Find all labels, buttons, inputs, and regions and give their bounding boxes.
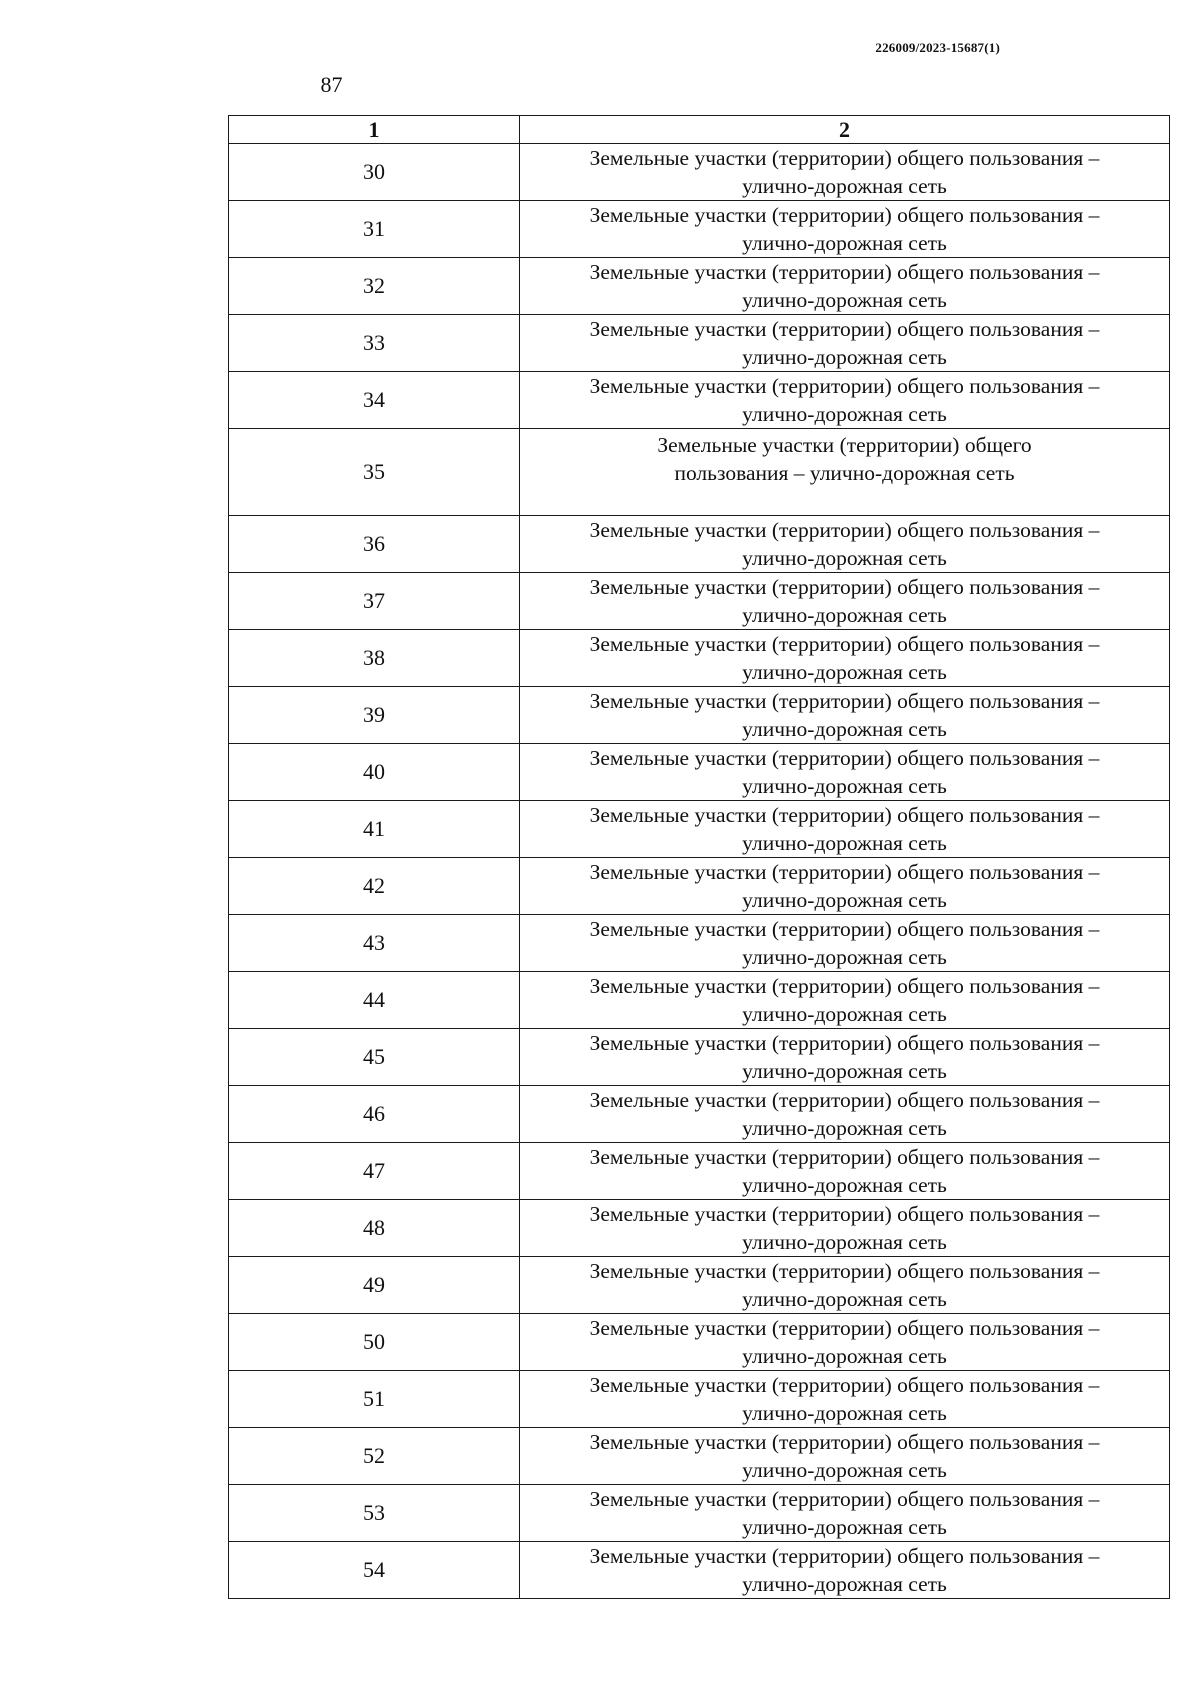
description-line: улично-дорожная сеть xyxy=(742,345,947,369)
table-row xyxy=(229,201,1170,258)
description-line: улично-дорожная сеть xyxy=(742,888,947,912)
description-line: улично-дорожная сеть xyxy=(742,288,947,312)
row-description-cell xyxy=(520,801,1170,858)
description-line: Земельные участки (территории) общего пользования – xyxy=(589,374,1100,398)
row-description-cell xyxy=(520,1257,1170,1314)
table-row xyxy=(229,1200,1170,1257)
description-line: Земельные участки (территории) общего пользования – xyxy=(589,1259,1100,1283)
description-line: улично-дорожная сеть xyxy=(742,945,947,969)
table-row xyxy=(229,1371,1170,1428)
table-row xyxy=(229,744,1170,801)
description-line: улично-дорожная сеть xyxy=(742,546,947,570)
row-number-cell: 36 xyxy=(229,516,520,573)
table-row xyxy=(229,1314,1170,1371)
row-description-cell xyxy=(520,516,1170,573)
document-id: 226009/2023-15687(1) xyxy=(875,40,1000,55)
row-number-cell: 44 xyxy=(229,972,520,1029)
row-description-cell xyxy=(520,315,1170,372)
description-line: улично-дорожная сеть xyxy=(742,1002,947,1026)
row-description-cell xyxy=(520,1542,1170,1599)
row-description-cell xyxy=(520,429,1170,516)
row-description-cell xyxy=(520,1428,1170,1485)
row-description-cell xyxy=(520,858,1170,915)
description-line: улично-дорожная сеть xyxy=(742,174,947,198)
description-line: улично-дорожная сеть xyxy=(742,1344,947,1368)
table-row xyxy=(229,144,1170,201)
description-line: Земельные участки (территории) общего пользования – xyxy=(589,974,1100,998)
description-line: улично-дорожная сеть xyxy=(742,1401,947,1425)
description-line: Земельные участки (территории) общего пользования – xyxy=(589,518,1100,542)
description-line: Земельные участки (территории) общего пользования – xyxy=(589,689,1100,713)
row-description-cell xyxy=(520,744,1170,801)
row-number-cell: 34 xyxy=(229,372,520,429)
table-row xyxy=(229,573,1170,630)
row-number-cell: 51 xyxy=(229,1371,520,1428)
row-number-cell: 54 xyxy=(229,1542,520,1599)
description-line: улично-дорожная сеть xyxy=(742,1287,947,1311)
description-line: улично-дорожная сеть xyxy=(742,1230,947,1254)
row-number-cell: 45 xyxy=(229,1029,520,1086)
row-description-cell xyxy=(520,372,1170,429)
description-line: Земельные участки (территории) общего пользования – xyxy=(589,1487,1100,1511)
description-line: Земельные участки (территории) общего пользования – xyxy=(589,803,1100,827)
description-line: Земельные участки (территории) общего пользования – xyxy=(589,1145,1100,1169)
row-number-cell: 46 xyxy=(229,1086,520,1143)
row-number-cell: 37 xyxy=(229,573,520,630)
row-number-cell: 32 xyxy=(229,258,520,315)
description-line: Земельные участки (территории) общего пользования – xyxy=(589,1430,1100,1454)
table-row xyxy=(229,972,1170,1029)
description-line: Земельные участки (территории) общего пользования – xyxy=(589,917,1100,941)
row-number-cell: 35 xyxy=(229,429,520,516)
description-line: улично-дорожная сеть xyxy=(742,1572,947,1596)
description-line: Земельные участки (территории) общего пользования – xyxy=(589,1202,1100,1226)
description-line: Земельные участки (территории) общего пользования – xyxy=(589,203,1100,227)
row-description-cell xyxy=(520,687,1170,744)
description-line: Земельные участки (территории) общего пользования – xyxy=(589,860,1100,884)
row-description-cell xyxy=(520,1371,1170,1428)
row-description-cell xyxy=(520,1029,1170,1086)
row-number-cell: 30 xyxy=(229,144,520,201)
description-line: улично-дорожная сеть xyxy=(742,1059,947,1083)
description-line: улично-дорожная сеть xyxy=(742,402,947,426)
description-line: Земельные участки (территории) общего пользования – xyxy=(589,1031,1100,1055)
table-row xyxy=(229,1485,1170,1542)
description-line: Земельные участки (территории) общего пользования – xyxy=(589,575,1100,599)
table-row xyxy=(229,516,1170,573)
land-plots-table xyxy=(228,115,1170,1599)
description-line: улично-дорожная сеть xyxy=(742,717,947,741)
row-number-cell: 33 xyxy=(229,315,520,372)
table-row xyxy=(229,915,1170,972)
description-line: Земельные участки (территории) общего пользования – xyxy=(589,746,1100,770)
table-row xyxy=(229,429,1170,516)
description-line: Земельные участки (территории) общего пользования – xyxy=(589,317,1100,341)
description-line: улично-дорожная сеть xyxy=(742,1458,947,1482)
table-header-row xyxy=(229,116,1170,144)
description-line: Земельные участки (территории) общего xyxy=(657,433,1032,457)
row-description-cell xyxy=(520,201,1170,258)
row-description-cell xyxy=(520,1314,1170,1371)
table-row xyxy=(229,1029,1170,1086)
table-row xyxy=(229,258,1170,315)
row-number-cell: 52 xyxy=(229,1428,520,1485)
table-row xyxy=(229,1428,1170,1485)
table-row xyxy=(229,858,1170,915)
table-row xyxy=(229,1257,1170,1314)
description-line: Земельные участки (территории) общего пользования – xyxy=(589,1316,1100,1340)
row-number-cell: 47 xyxy=(229,1143,520,1200)
row-number-cell: 53 xyxy=(229,1485,520,1542)
description-line: улично-дорожная сеть xyxy=(742,1173,947,1197)
description-line: улично-дорожная сеть xyxy=(742,603,947,627)
description-line: Земельные участки (территории) общего пользования – xyxy=(589,146,1100,170)
description-line: улично-дорожная сеть xyxy=(742,660,947,684)
row-description-cell xyxy=(520,630,1170,687)
column-header-number: 1 xyxy=(229,116,520,144)
row-number-cell: 49 xyxy=(229,1257,520,1314)
row-description-cell xyxy=(520,144,1170,201)
description-line: улично-дорожная сеть xyxy=(742,831,947,855)
table-row xyxy=(229,687,1170,744)
row-description-cell xyxy=(520,573,1170,630)
description-line: улично-дорожная сеть xyxy=(742,231,947,255)
row-description-cell xyxy=(520,258,1170,315)
row-number-cell: 41 xyxy=(229,801,520,858)
description-line: улично-дорожная сеть xyxy=(742,1515,947,1539)
page-number: 87 xyxy=(320,72,343,97)
row-description-cell xyxy=(520,1143,1170,1200)
row-number-cell: 42 xyxy=(229,858,520,915)
row-number-cell: 38 xyxy=(229,630,520,687)
row-number-cell: 40 xyxy=(229,744,520,801)
row-number-cell: 39 xyxy=(229,687,520,744)
column-header-description: 2 xyxy=(520,116,1170,144)
row-description-cell xyxy=(520,1200,1170,1257)
table-row xyxy=(229,1143,1170,1200)
description-line: пользования – улично-дорожная сеть xyxy=(674,461,1015,485)
description-line: Земельные участки (территории) общего пользования – xyxy=(589,1088,1100,1112)
description-line: Земельные участки (территории) общего пользования – xyxy=(589,1373,1100,1397)
row-number-cell: 50 xyxy=(229,1314,520,1371)
row-description-cell xyxy=(520,1086,1170,1143)
table-row xyxy=(229,1086,1170,1143)
description-line: улично-дорожная сеть xyxy=(742,774,947,798)
description-line: Земельные участки (территории) общего пользования – xyxy=(589,632,1100,656)
row-number-cell: 31 xyxy=(229,201,520,258)
table-row xyxy=(229,315,1170,372)
row-description-cell xyxy=(520,972,1170,1029)
row-description-cell xyxy=(520,915,1170,972)
row-description-cell xyxy=(520,1485,1170,1542)
description-line: Земельные участки (территории) общего пользования – xyxy=(589,260,1100,284)
table-row xyxy=(229,630,1170,687)
table-row xyxy=(229,372,1170,429)
table-row xyxy=(229,801,1170,858)
description-line: улично-дорожная сеть xyxy=(742,1116,947,1140)
description-line: Земельные участки (территории) общего пользования – xyxy=(589,1544,1100,1568)
row-number-cell: 48 xyxy=(229,1200,520,1257)
table-row xyxy=(229,1542,1170,1599)
row-number-cell: 43 xyxy=(229,915,520,972)
